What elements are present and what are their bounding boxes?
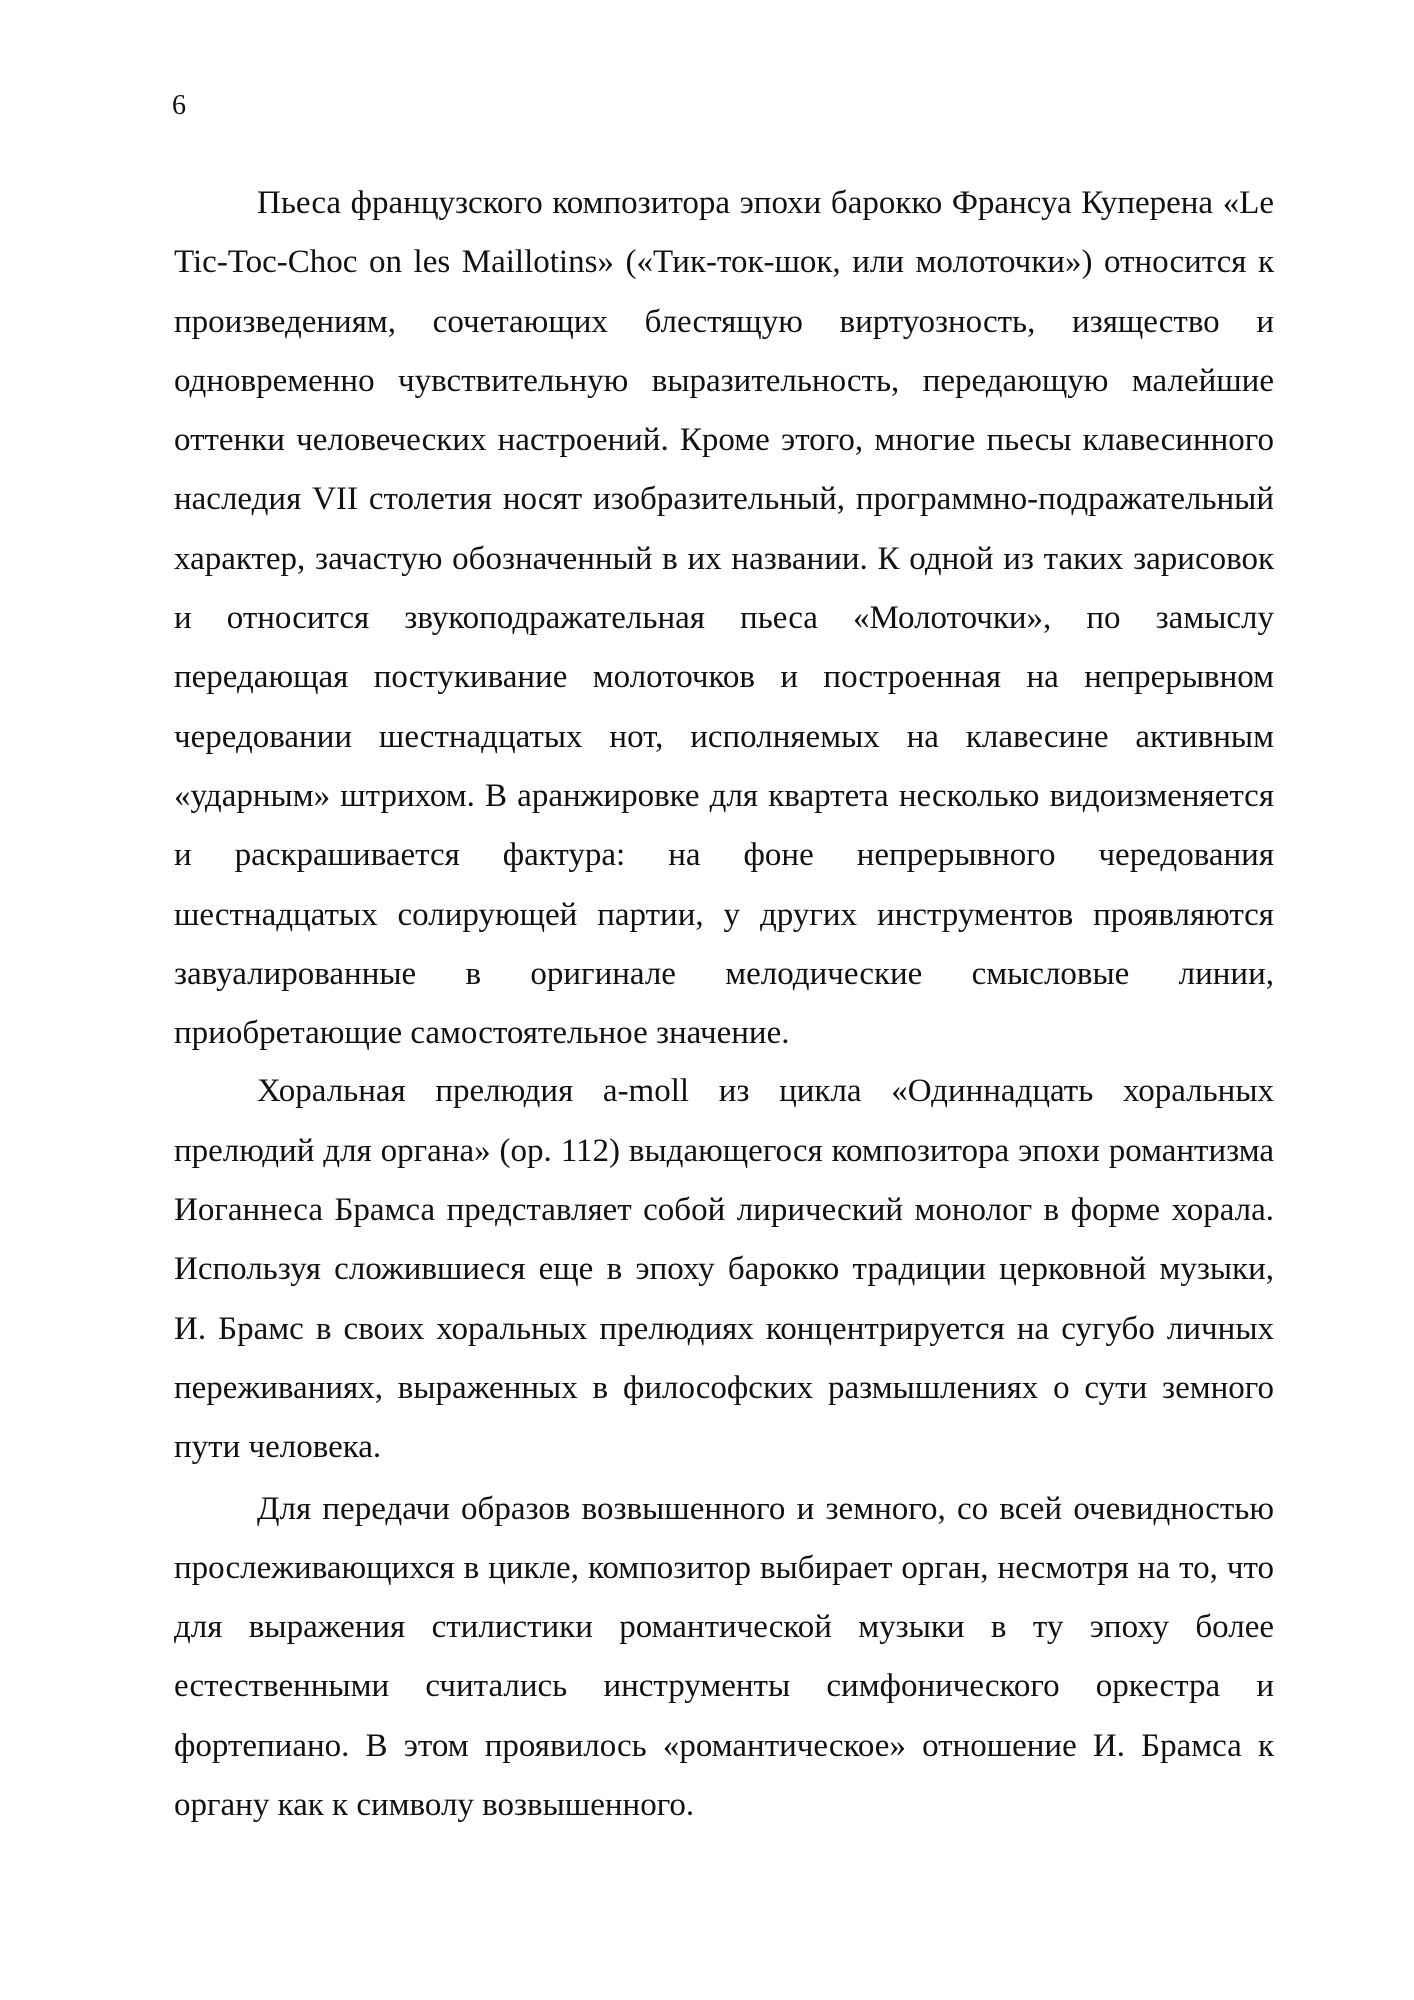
body-text: [174, 174, 1274, 1835]
page-number: 6: [172, 90, 186, 121]
paragraph-brahms-prelude: Хоральная прелюдия a-moll из цикла «Одиннадцать хоральных прелюдий для органа» (op. 112) выдающегося композитора эпохи романтизма Иоганнеса Брамса представляет собой лирический монолог в форме хорала. Используя сложившиеся еще в эпоху барокко традиции церковной музыки, И. Брамс в своих хоральных прелюдиях концентрируется на сугубо личных переживаниях, выраженных в философских размышлениях о сути земного пути человека.: [174, 1073, 1274, 1466]
paragraph-organ: Для передачи образов возвышенного и земного, со всей очевидностью прослеживающихся в цикле, композитор выбирает орган, несмотря на то, что для выражения стилистики романтической музыки в ту эпоху более естественными считались инструменты симфонического оркестра и фортепиано. В этом проявилось «романтическое» отношение И. Брамса к органу как к символу возвышенного.: [174, 1490, 1274, 1824]
paragraph-couperin: Пьеса французского композитора эпохи барокко Франсуа Куперена «Le Tic-Toc-Choc on les Maillotins» («Тик-ток-шок, или молоточки») относится к произведениям, сочетающих блестящую виртуозность, изящество и одновременно чувствительную выразительность, передающую малейшие оттенки человеческих настроений. Кроме этого, многие пьесы клавесинного наследия VII столетия носят изобразительный, программно-подражательный характер, зачастую обозначенный в их названии. К одной из таких зарисовок и относится звукоподражательная пьеса «Молоточки», по замыслу передающая постукивание молоточков и построенная на непрерывном чередовании шестнадцатых нот, исполняемых на клавесине активным «ударным» штрихом. В аранжировке для квартета несколько видоизменяется и раскрашивается фактура: на фоне непрерывного чередования шестнадцатых солирующей партии, у других инструментов проявляются завуалированные в оригинале мелодические смысловые линии, приобретающие самостоятельное значение.: [174, 185, 1274, 1052]
